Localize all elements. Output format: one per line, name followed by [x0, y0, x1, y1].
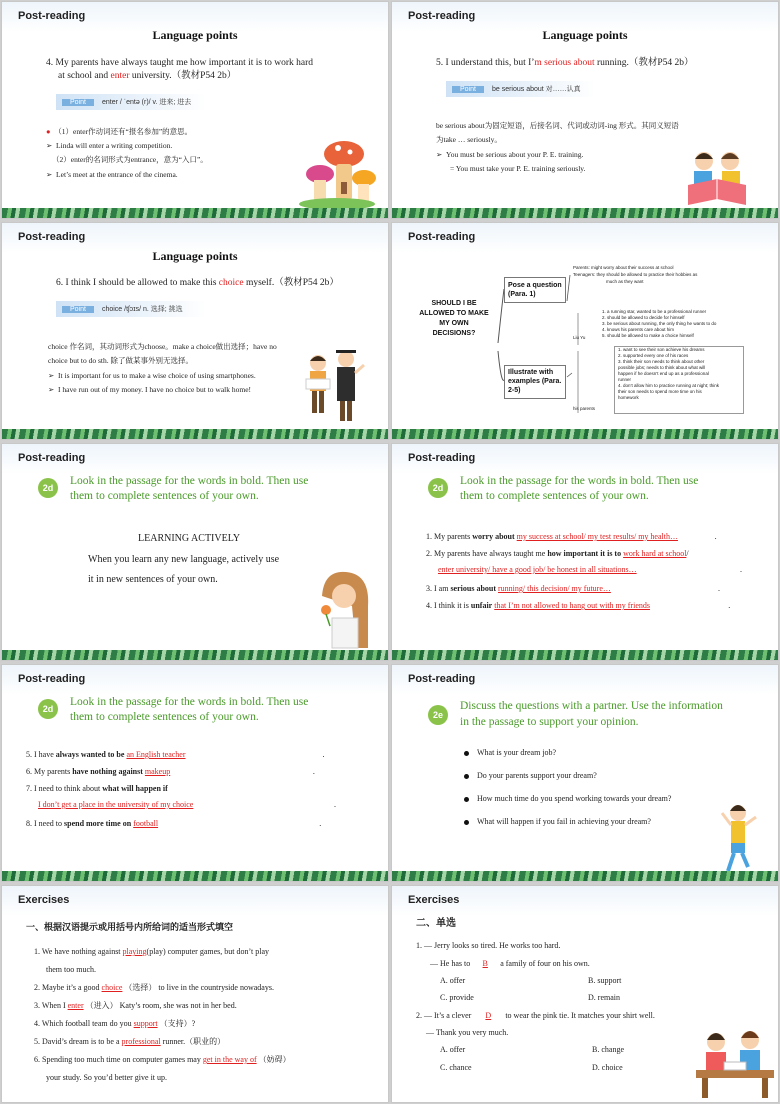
instruction-line: them to complete sentences of your own.: [460, 490, 649, 502]
mc-question: — He has to B a family of four on his own.: [430, 959, 590, 968]
example-line: = You must take your P. E. training seriously.: [450, 164, 586, 173]
mc-question: 2. — It’s a clever D to wear the pink tie. It matches your shirt well.: [416, 1011, 655, 1020]
learning-actively-heading: LEARNING ACTIVELY: [138, 533, 241, 544]
note-line: 为take … seriously。: [436, 135, 502, 144]
example-sentence: 6. I think I should be allowed to make this choice myself.（教材P54 2b）: [56, 278, 339, 288]
mc-option[interactable]: C. provide: [440, 993, 474, 1002]
tip-line: it in new sentences of your own.: [88, 574, 218, 585]
parents-point: possible jobs; needs to think about what will: [618, 365, 706, 370]
kids-reading-illustration: [682, 147, 752, 209]
pose-question-label: Pose a question (Para. 1): [508, 282, 562, 298]
parents-point: runner: [618, 377, 632, 382]
answer-line: 7. I need to think about what will happen if: [26, 784, 168, 793]
slide-language-point-serious: [391, 1, 779, 219]
activity-badge: 2e: [428, 705, 448, 725]
note-line: ● （1）enter作动词还有“报名参加”的意思。: [46, 127, 193, 136]
answer-line: I don’t get a place in the university of my choice .: [38, 800, 336, 809]
parents-point: 3. think their son needs to think about other: [618, 359, 705, 364]
mc-option[interactable]: D. choice: [592, 1063, 623, 1072]
example-sentence: 5. I understand this, but I’m serious about running.（教材P54 2b）: [436, 58, 694, 68]
mc-option[interactable]: A. offer: [440, 1045, 466, 1054]
instruction-line: them to complete sentences of your own.: [70, 711, 259, 723]
note-line: choice but to do sth. 除了做某事外别无选择。: [48, 356, 193, 365]
leaf-border: [2, 650, 388, 660]
discussion-question: What will happen if you fail in achieving your dream?: [464, 816, 651, 827]
mc-question: — Thank you very much.: [426, 1028, 509, 1037]
answer-line: 3. I am serious about running/ this decision/ my future… .: [426, 584, 720, 593]
exercise-item: 3. When I enter （进入） Katy’s room, she was not in her bed.: [34, 1001, 237, 1010]
students-graduation-illustration: [302, 349, 368, 433]
parents-point: happen if he doesn’t end up as a professional: [618, 371, 709, 376]
activity-badge: 2d: [38, 699, 58, 719]
instruction-line: Discuss the questions with a partner. Use the information: [460, 700, 723, 712]
instruction-line: Look in the passage for the words in bold. Then use: [70, 475, 309, 487]
liu-yu-list: [602, 309, 716, 339]
teenagers-line: Teenagers: they should be allowed to practice their hobbies as: [573, 272, 698, 277]
slide-section-label: Post-reading: [408, 673, 476, 685]
example-line: ➢ Linda will enter a writing competition.: [46, 141, 173, 150]
exercise-item: them too much.: [46, 965, 96, 974]
leaf-border: [2, 871, 388, 881]
mc-option[interactable]: B. support: [588, 976, 622, 985]
leaf-border: [392, 650, 778, 660]
leaf-border: [2, 429, 388, 439]
answer-line: 1. My parents worry about my success at school/ my test results/ my health… .: [426, 532, 717, 541]
liu-yu-point: 2. should be allowed to decide for himself: [602, 315, 685, 320]
note-line: （2）enter的名词形式为entrance，意为“入口”。: [52, 155, 208, 164]
illustrate-label: Illustrate with examples (Para. 2-5): [508, 369, 562, 394]
liu-yu-point: 5. should be allowed to make a choice himself: [602, 333, 694, 338]
instruction-line: them to complete sentences of your own.: [70, 490, 259, 502]
mushroom-house-illustration: [294, 134, 380, 214]
slide-exercises-multiple-choice: [391, 885, 779, 1103]
slide-2e-discussion: [391, 664, 779, 882]
example-line: ➢ You must be serious about your P. E. training.: [436, 150, 584, 159]
point-box: Point enter / ˈentə (r)/ v. 进来; 进去: [56, 94, 206, 110]
activity-badge: 2d: [38, 478, 58, 498]
answer-line: 4. I think it is unfair that I’m not allowed to hang out with my friends .: [426, 601, 731, 610]
slide-section-label: Post-reading: [18, 10, 86, 22]
exercise-item: 4. Which football team do you support （支持）?: [34, 1019, 196, 1028]
discussion-question: Do your parents support your dream?: [464, 770, 597, 781]
slide-exercises-fill-blank: [1, 885, 389, 1103]
slide-section-label: Exercises: [408, 894, 460, 906]
exercise-heading: 二、单选: [416, 918, 456, 929]
mc-option[interactable]: B. change: [592, 1045, 624, 1054]
slide-2d-answers-1: [391, 443, 779, 661]
note-line: be serious about为固定短语，后接名词、代词或动词-ing 形式。其同义短语: [436, 121, 679, 130]
parents-line: Parents: might worry about their success at school: [573, 265, 674, 270]
leaf-border: [392, 429, 778, 439]
slide-section-label: Post-reading: [18, 452, 86, 464]
point-box: Point choice /tʃɔɪs/ n. 选择; 挑选: [56, 301, 206, 317]
girl-with-flower-illustration: [312, 566, 372, 654]
slide-title: Language points: [542, 28, 628, 42]
parents-point: 1. want to see their son achieve his dreams: [618, 347, 705, 352]
parents-label: his parents: [573, 406, 596, 411]
slide-section-label: Post-reading: [408, 231, 476, 243]
point-box: Point be serious about 对……认真: [446, 81, 596, 97]
mc-question: 1. — Jerry looks so tired. He works too hard.: [416, 941, 561, 950]
slide-section-label: Post-reading: [408, 452, 476, 464]
slide-2d-intro: [1, 443, 389, 661]
liu-yu-label: Liu Yu: [573, 335, 586, 340]
answer-line: 8. I need to spend more time on football .: [26, 819, 322, 828]
note-line: choice 作名词，其动词形式为choose。make a choice做出选择；have no: [48, 342, 277, 351]
instruction-line: in the passage to support your opinion.: [460, 716, 639, 728]
leaf-border: [2, 208, 388, 218]
exercise-item: 5. David’s dream is to be a professional runner.（职业的）: [34, 1037, 226, 1046]
slide-structure-diagram: [391, 222, 779, 440]
instruction-line: Look in the passage for the words in bold. Then use: [70, 696, 309, 708]
leaf-border: [392, 871, 778, 881]
exercise-item: 2. Maybe it’s a good choice （选择） to live in the countryside nowadays.: [34, 983, 274, 992]
exercise-item: 1. We have nothing against playing(play) computer games, but don’t play: [34, 947, 270, 956]
discussion-question: How much time do you spend working towards your dream?: [464, 793, 671, 804]
mc-option[interactable]: C. chance: [440, 1063, 472, 1072]
parents-point: 2. supported every one of his races: [618, 353, 689, 358]
activity-badge: 2d: [428, 478, 448, 498]
slide-section-label: Post-reading: [18, 231, 86, 243]
liu-yu-point: 4. knows his parents care about him: [602, 327, 675, 332]
answer-line: 2. My parents have always taught me how important it is to work hard at school/: [426, 549, 689, 558]
mc-option[interactable]: A. offer: [440, 976, 466, 985]
slide-section-label: Post-reading: [408, 10, 476, 22]
parents-point: homework: [618, 395, 639, 400]
mc-option[interactable]: D. remain: [588, 993, 620, 1002]
example-sentence-cont: at school and enter university.（教材P54 2b）: [58, 71, 237, 81]
leaf-border: [392, 208, 778, 218]
slide-language-point-enter: [1, 1, 389, 219]
kids-studying-illustration: [694, 1026, 776, 1100]
slide-section-label: Exercises: [18, 894, 70, 906]
central-question: SHOULD I BE ALLOWED TO MAKE MY OWN DECISIONS?: [419, 300, 489, 337]
exercise-item: your study. So you’d better give it up.: [46, 1073, 168, 1082]
slide-2d-answers-2: [1, 664, 389, 882]
slide-section-label: Post-reading: [18, 673, 86, 685]
jumping-girl-illustration: [720, 799, 760, 875]
answer-line: 6. My parents have nothing against makeup .: [26, 767, 315, 776]
parents-list: [618, 347, 719, 401]
tip-line: When you learn any new language, actively use: [88, 554, 280, 565]
example-line: ➢ It is important for us to make a wise choice of using smartphones.: [48, 371, 256, 380]
liu-yu-point: 1. a running star, wanted to be a professional runner: [602, 309, 707, 314]
slide-title: Language points: [152, 28, 238, 42]
answer-line: 5. I have always wanted to be an English teacher .: [26, 750, 325, 759]
exercise-heading: 一、根据汉语提示或用括号内所给词的适当形式填空: [26, 922, 234, 932]
slide-language-point-choice: [1, 222, 389, 440]
parents-point: their son needs to spend more time on his: [618, 389, 702, 394]
exercise-item: 6. Spending too much time on computer games may get in the way of （妨碍）: [34, 1055, 291, 1064]
answer-line: enter university/ have a good job/ be honest in all situations… .: [438, 565, 742, 574]
parents-point: 4. don’t allow him to practice running at night; think: [618, 383, 720, 388]
teenagers-line-cont: much as they want: [606, 279, 644, 284]
liu-yu-point: 3. be serious about running, the only thing he wants to do: [602, 321, 717, 326]
discussion-question: What is your dream job?: [464, 747, 556, 758]
slide-title: Language points: [152, 249, 238, 263]
example-line: ➢ Let’s meet at the entrance of the cinema.: [46, 170, 178, 179]
instruction-line: Look in the passage for the words in bold. Then use: [460, 475, 699, 487]
example-line: ➢ I have run out of my money. I have no choice but to walk home!: [48, 385, 252, 394]
example-sentence: 4. My parents have always taught me how important it is to work hard: [46, 58, 314, 68]
